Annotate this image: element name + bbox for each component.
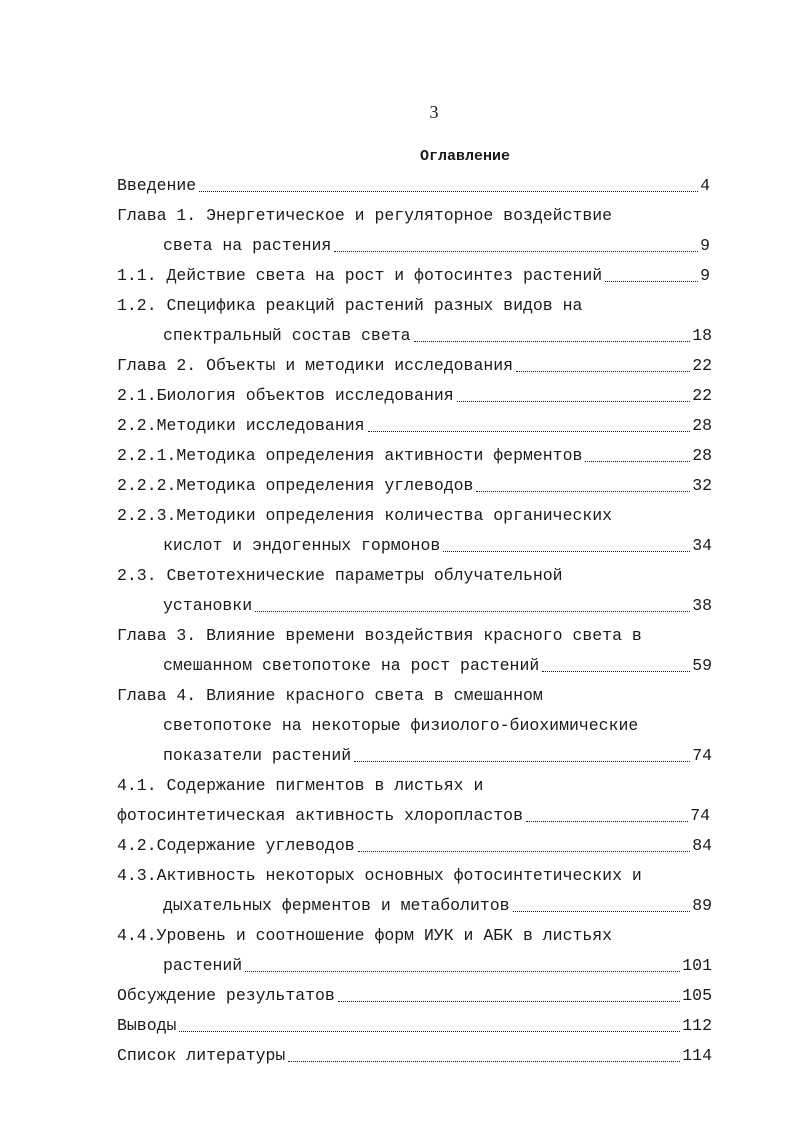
toc-entry-page: 114 — [682, 1046, 712, 1065]
toc-entry-2-1 — [117, 384, 712, 408]
toc-entry-4-1 — [117, 774, 483, 798]
toc-entry-4-3 — [117, 864, 642, 888]
toc-entry-text: дыхательных ферментов и метаболитов — [163, 896, 510, 915]
dot-leader — [605, 281, 698, 282]
toc-entry-page: 22 — [692, 386, 712, 405]
page-number: 3 — [429, 102, 439, 122]
toc-entry-text: показатели растений — [163, 746, 352, 765]
dot-leader — [443, 551, 690, 552]
toc-entry-text: Обсуждение результатов — [117, 986, 335, 1005]
toc-entry-page: 84 — [692, 836, 712, 855]
dot-leader — [338, 1001, 680, 1002]
toc-entry-page: 34 — [692, 536, 712, 555]
toc-entry-2-2-3-cont — [163, 534, 712, 558]
toc-entry-text: установки — [163, 596, 253, 615]
toc-entry-text: 4.4.Уровень и соотношение форм ИУК и АБК в листьях — [117, 926, 613, 945]
dot-leader — [354, 761, 690, 762]
toc-entry-2-2-1 — [117, 444, 712, 468]
toc-entry-chapter-2 — [117, 354, 712, 378]
dot-leader — [513, 911, 691, 912]
toc-entry-text: 2.1.Биология объектов исследования — [117, 386, 454, 405]
toc-entry-text: Введение — [117, 176, 197, 195]
dot-leader — [179, 1031, 680, 1032]
toc-entry-text: 4.3.Активность некоторых основных фотосинтетических и — [117, 866, 642, 885]
toc-entry-text: 2.2.Методики исследования — [117, 416, 365, 435]
toc-entry-4-4-cont — [163, 954, 712, 978]
toc-entry-page: 89 — [692, 896, 712, 915]
dot-leader — [542, 671, 690, 672]
toc-entry-chapter-3-cont — [163, 654, 712, 678]
toc-entry-discussion — [117, 984, 712, 1008]
toc-entry-chapter-4 — [117, 684, 543, 708]
toc-entry-chapter-1 — [117, 204, 612, 228]
toc-entry-text: кислот и эндогенных гормонов — [163, 536, 441, 555]
toc-entry-page: 18 — [692, 326, 712, 345]
dot-leader — [245, 971, 680, 972]
toc-entry-page: 105 — [682, 986, 712, 1005]
toc-entry-conclusions — [117, 1014, 712, 1038]
toc-entry-text: Список литературы — [117, 1046, 286, 1065]
dot-leader — [476, 491, 690, 492]
toc-entry-text: растений — [163, 956, 243, 975]
dot-leader — [288, 1061, 680, 1062]
toc-entry-text: Глава 3. Влияние времени воздействия красного света в — [117, 626, 642, 645]
toc-entry-text: Выводы — [117, 1016, 177, 1035]
dot-leader — [516, 371, 690, 372]
toc-entry-chapter-4-cont-2 — [163, 744, 712, 768]
toc-entry-2-3 — [117, 564, 563, 588]
toc-entry-2-2 — [117, 414, 712, 438]
toc-entry-1-2 — [117, 294, 582, 318]
toc-entry-2-2-2 — [117, 474, 712, 498]
dot-leader — [255, 611, 690, 612]
toc-entry-4-2 — [117, 834, 712, 858]
dot-leader — [368, 431, 691, 432]
toc-entry-page: 9 — [700, 266, 710, 285]
toc-entry-page: 22 — [692, 356, 712, 375]
dot-leader — [585, 461, 690, 462]
toc-entry-text: Глава 2. Объекты и методики исследования — [117, 356, 514, 375]
toc-entry-text: света на растения — [163, 236, 332, 255]
toc-entry-1-2-cont — [163, 324, 712, 348]
toc-entry-page: 28 — [692, 416, 712, 435]
toc-entry-chapter-3 — [117, 624, 642, 648]
toc-entry-text: 2.2.1.Методика определения активности ферментов — [117, 446, 583, 465]
toc-entry-page: 101 — [682, 956, 712, 975]
dot-leader — [526, 821, 688, 822]
toc-entry-text: 4.2.Содержание углеводов — [117, 836, 355, 855]
toc-entry-page: 9 — [700, 236, 710, 255]
toc-entry-page: 4 — [700, 176, 710, 195]
toc-entry-page: 74 — [690, 806, 710, 825]
toc-entry-1-1 — [117, 264, 710, 288]
toc-entry-4-1-cont — [117, 804, 710, 828]
toc-entry-page: 112 — [682, 1016, 712, 1035]
toc-entry-text: светопотоке на некоторые физиолого-биохимические — [163, 716, 639, 735]
toc-entry-2-2-3 — [117, 504, 612, 528]
toc-entry-text: 1.2. Специфика реакций растений разных видов на — [117, 296, 583, 315]
toc-entry-text: спектральный состав света — [163, 326, 411, 345]
dot-leader — [334, 251, 698, 252]
toc-entry-page: 38 — [692, 596, 712, 615]
toc-entry-text: 2.3. Светотехнические параметры облучательной — [117, 566, 563, 585]
toc-entry-page: 28 — [692, 446, 712, 465]
toc-entry-text: 4.1. Содержание пигментов в листьях и — [117, 776, 484, 795]
toc-entry-chapter-1-cont — [163, 234, 710, 258]
dot-leader — [199, 191, 698, 192]
toc-entry-text: смешанном светопотоке на рост растений — [163, 656, 540, 675]
dot-leader — [414, 341, 691, 342]
toc-entry-text: Глава 4. Влияние красного света в смешанном — [117, 686, 543, 705]
toc-entry-page: 59 — [692, 656, 712, 675]
toc-title: Оглавление — [419, 148, 510, 165]
toc-entry-chapter-4-cont — [163, 714, 638, 738]
toc-entry-text: 2.2.3.Методики определения количества органических — [117, 506, 613, 525]
dot-leader — [457, 401, 691, 402]
toc-entry-page: 74 — [692, 746, 712, 765]
toc-entry-text: Глава 1. Энергетическое и регуляторное воздействие — [117, 206, 613, 225]
toc-entry-4-3-cont — [163, 894, 712, 918]
toc-entry-text: 2.2.2.Методика определения углеводов — [117, 476, 474, 495]
toc-entry-text: фотосинтетическая активность хлоропластов — [117, 806, 523, 825]
toc-entry-introduction — [117, 174, 710, 198]
toc-entry-page: 32 — [692, 476, 712, 495]
dot-leader — [358, 851, 691, 852]
toc-entry-references — [117, 1044, 712, 1068]
toc-entry-4-4 — [117, 924, 612, 948]
toc-entry-text: 1.1. Действие света на рост и фотосинтез растений — [117, 266, 603, 285]
toc-entry-2-3-cont — [163, 594, 712, 618]
